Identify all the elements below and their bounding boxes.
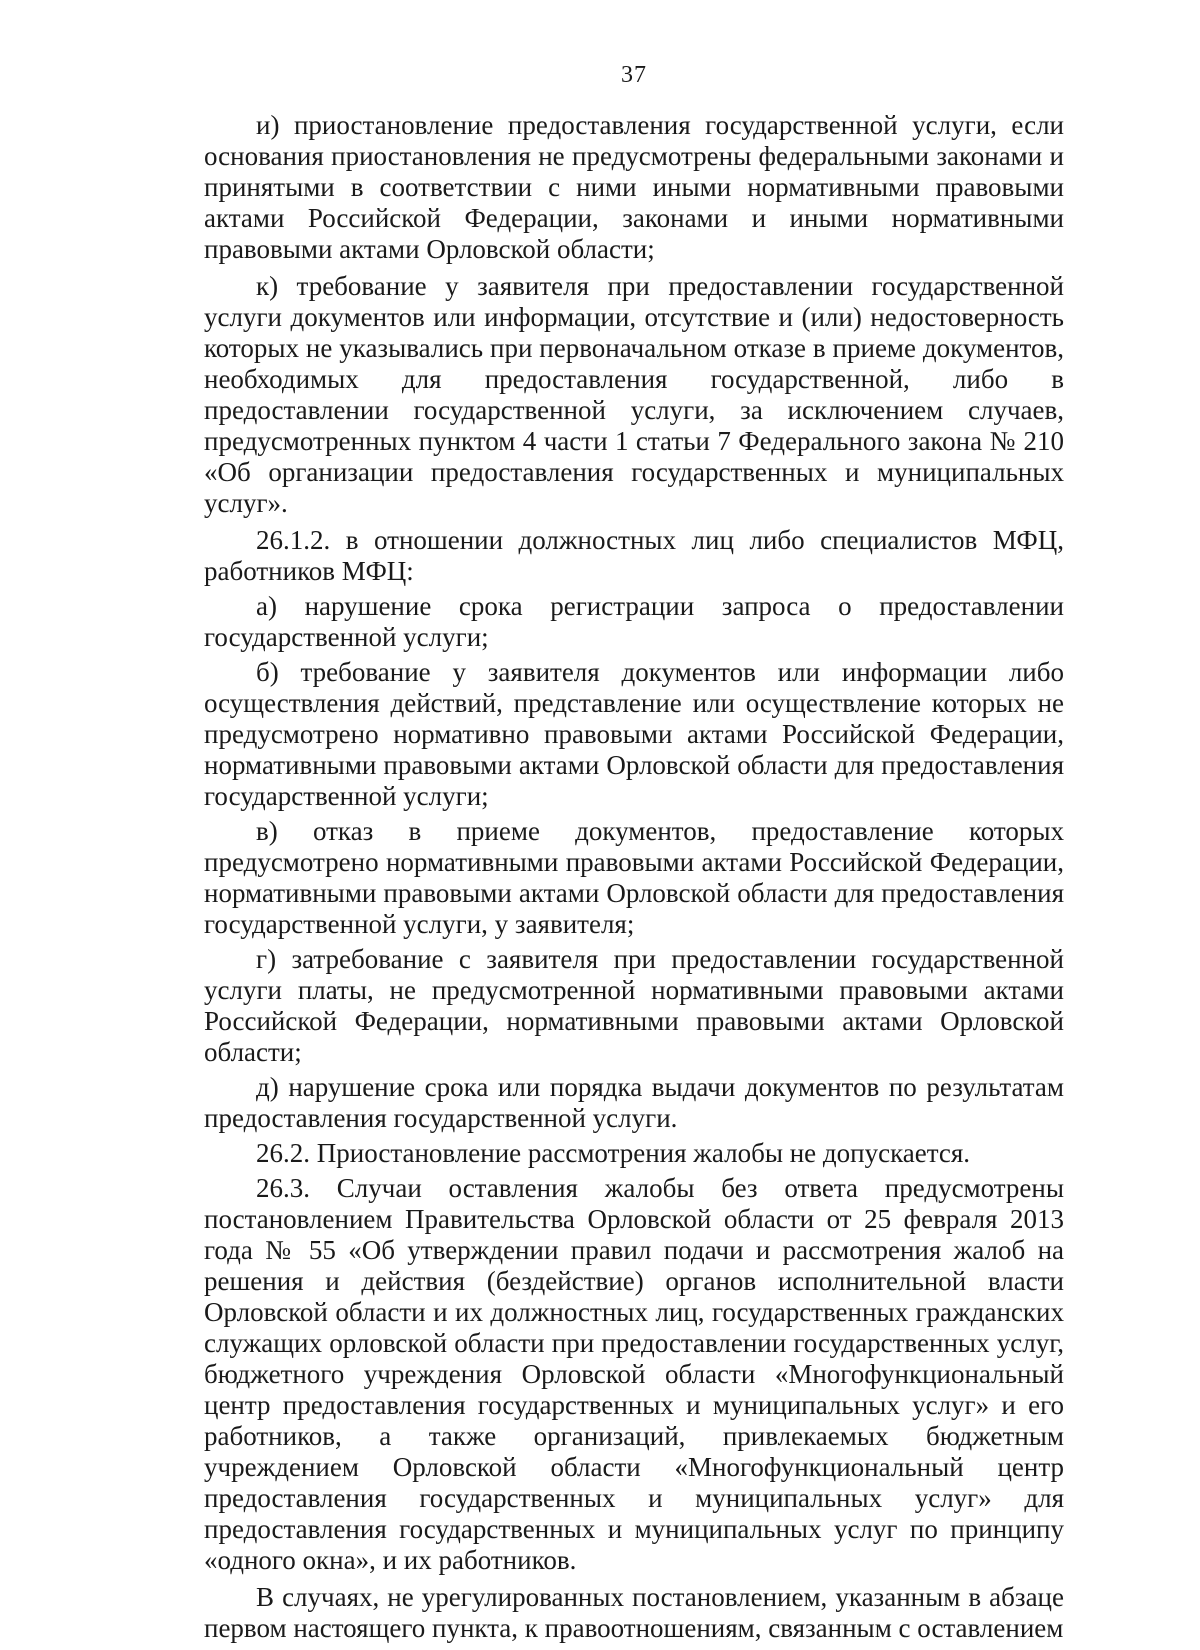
- page-number: 37: [621, 62, 647, 88]
- paragraph-item-d: д) нарушение срока или порядка выдачи документов по результатам предоставления государственной услуги.: [204, 1072, 1064, 1133]
- paragraph-26-1-2: 26.1.2. в отношении должностных лиц либо специалистов МФЦ, работников МФЦ:: [204, 525, 1064, 586]
- paragraph-item-g: г) затребование с заявителя при предоставлении государственной услуги платы, не предусмотренной нормативными правовыми актами Российской Федерации, нормативными правовыми актами Орловской области;: [204, 944, 1064, 1067]
- paragraph-item-b: б) требование у заявителя документов или информации либо осуществления действий, представление или осуществление которых не предусмотрено нормативно правовыми актами Российской Федерации, нормативными правовыми актами Орловской области для предоставления государственной услуги;: [204, 657, 1064, 811]
- paragraph-item-a: а) нарушение срока регистрации запроса о предоставлении государственной услуги;: [204, 591, 1064, 652]
- paragraph-item-i: и) приостановление предоставления государственной услуги, если основания приостановления не предусмотрены федеральными законами и принятыми в соответствии с ними иными нормативными правовыми актами Российской Федерации, законами и иными нормативными правовыми актами Орловской области;: [204, 110, 1064, 264]
- paragraph-item-v: в) отказ в приеме документов, предоставление которых предусмотрено нормативными правовыми актами Российской Федерации, нормативными правовыми актами Орловской области для предоставления государственной услуги, у заявителя;: [204, 816, 1064, 939]
- paragraph-26-2: 26.2. Приостановление рассмотрения жалобы не допускается.: [256, 1138, 971, 1168]
- paragraph-26-3: 26.3. Случаи оставления жалобы без ответа предусмотрены постановлением Правительства Орловской области от 25 февраля 2013 года № 55 «Об утверждении правил подачи и рассмотрения жалоб на решения и действия (бездействие) органов исполнительной власти Орловской области и их должностных лиц, государственных гражданских служащих орловской области при предоставлении государственных услуг, бюджетного учреждения Орловской области «Многофункциональный центр предоставления государственных и муниципальных услуг» и его работников, а также организаций, привлекаемых бюджетным учреждением Орловской области «Многофункциональный центр предоставления государственных и муниципальных услуг» для предоставления государственных и муниципальных услуг по принципу «одного окна», и их работников.: [204, 1173, 1064, 1575]
- paragraph-item-k: к) требование у заявителя при предоставлении государственной услуги документов или информации, отсутствие и (или) недостоверность которых не указывались при первоначальном отказе в приеме документов, необходимых для предоставления государственной, либо в предоставлении государственной услуги, за исключением случаев, предусмотренных пунктом 4 части 1 статьи 7 Федерального закона № 210 «Об организации предоставления государственных и муниципальных услуг».: [204, 271, 1064, 518]
- document-body: [204, 110, 1064, 1650]
- paragraph-unregulated-cases: В случаях, не урегулированных постановлением, указанным в абзаце первом настоящего пункта, к правоотношениям, связанным с оставлением: [204, 1582, 1064, 1643]
